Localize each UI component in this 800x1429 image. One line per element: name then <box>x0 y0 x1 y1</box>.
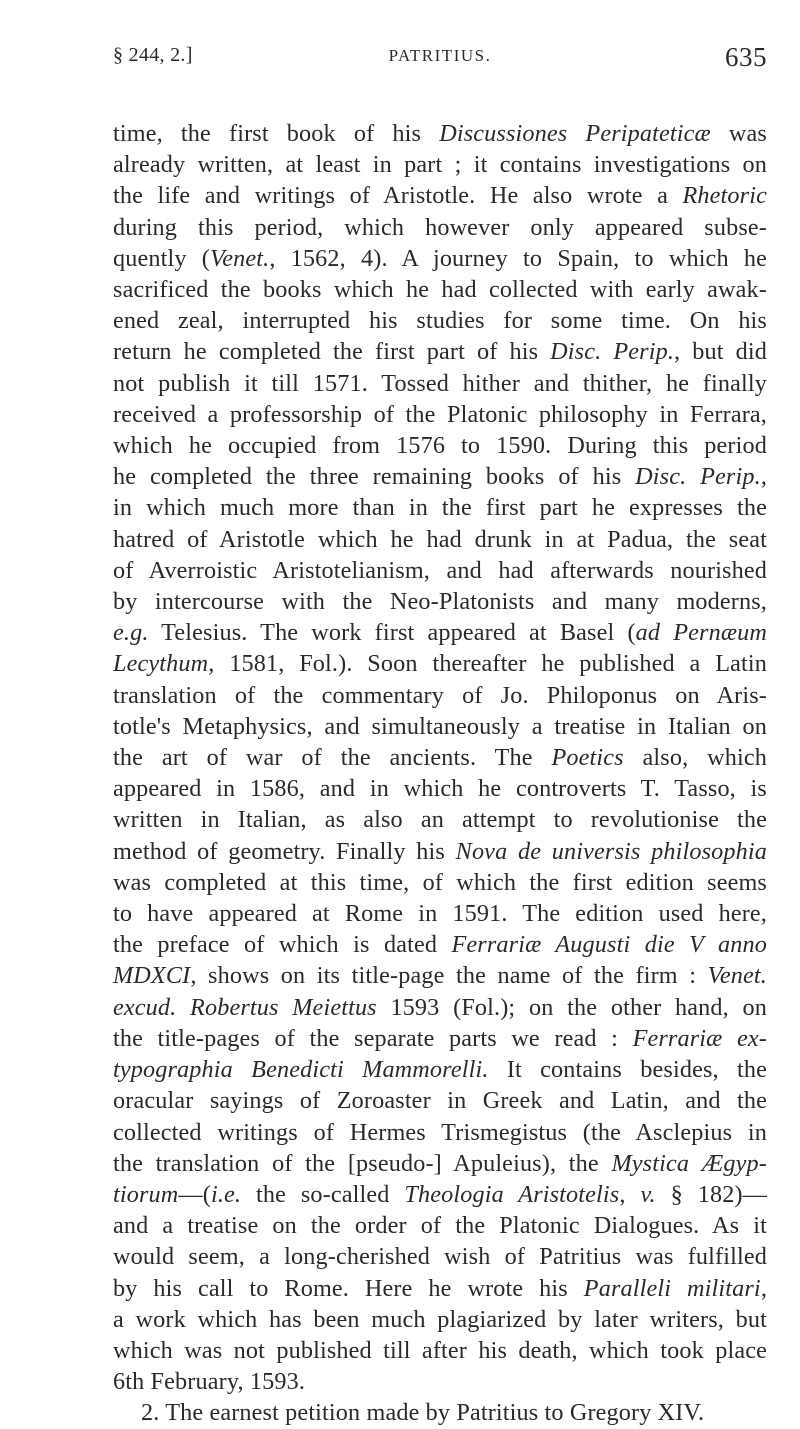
italic-text: Discussiones Peripateticæ <box>439 120 711 147</box>
text-line <box>113 118 767 149</box>
text-run: , <box>619 1180 641 1208</box>
text-line <box>113 867 767 898</box>
text-run: , but did <box>674 338 768 366</box>
text-run: the preface of which is dated <box>113 931 452 959</box>
italic-text: Theologia Aristotelis <box>404 1180 620 1208</box>
text-run: return he completed the first part of his <box>113 338 551 366</box>
text-run: oracular sayings of Zoroaster in Greek and Latin, and the <box>113 1087 767 1115</box>
text-line <box>113 1085 767 1116</box>
italic-text: Ferrariæ ex- <box>632 1024 767 1052</box>
text-line <box>113 305 767 336</box>
running-title: PATRITIUS. <box>388 46 492 65</box>
text-run: by intercourse with the Neo-Platonists and many moderns, <box>113 588 767 616</box>
italic-text: Disc. Perip. <box>550 338 675 366</box>
text-line <box>113 1366 767 1397</box>
italic-text: Venet. <box>209 244 270 272</box>
text-line <box>113 1335 767 1366</box>
text-line <box>113 399 767 430</box>
text-run: not publish it till 1571. Tossed hither and thither, he finally <box>113 369 767 397</box>
text-line <box>113 1273 767 1304</box>
text-run: Telesius. The work first appeared at Basel ( <box>148 619 636 647</box>
text-run: a work which has been much plagiarized by later writers, but <box>113 1305 767 1333</box>
text-run: to have appeared at Rome in 1591. The edition used here, <box>113 900 767 928</box>
text-line <box>113 742 767 773</box>
text-run: quently ( <box>113 244 210 272</box>
text-line <box>113 1304 767 1335</box>
text-run: , <box>760 1274 768 1302</box>
body-text <box>113 118 767 1429</box>
italic-text: Lecythum <box>113 650 209 678</box>
italic-text: Rhetoric <box>682 182 767 210</box>
text-run: he completed the three remaining books of his <box>113 463 636 491</box>
text-line <box>113 492 767 523</box>
text-line <box>113 992 767 1023</box>
italic-text: e.g. <box>113 619 149 647</box>
text-line <box>113 680 767 711</box>
text-line <box>113 960 767 991</box>
text-line <box>113 711 767 742</box>
text-run: translation of the commentary of Jo. Philoponus on Aris- <box>113 681 767 709</box>
text-run: which he occupied from 1576 to 1590. During this period <box>113 432 767 460</box>
italic-text: Poetics <box>551 744 624 772</box>
italic-text: Ferrariæ Augusti die V anno <box>451 931 767 959</box>
text-line <box>113 1023 767 1054</box>
text-run: in which much more than in the first part he expresses the <box>113 494 767 522</box>
italic-text: Paralleli militari <box>583 1274 761 1302</box>
italic-text: ad Pernæum <box>635 619 767 647</box>
text-line <box>113 1054 767 1085</box>
text-run: the translation of the [pseudo-] Apuleius), the <box>113 1149 612 1177</box>
text-line <box>113 898 767 929</box>
running-header <box>113 44 767 74</box>
text-run: was completed at this time, of which the first edition seems <box>113 868 767 896</box>
text-line <box>113 1397 767 1428</box>
italic-text: tiorum <box>113 1180 179 1208</box>
text-line <box>113 1210 767 1241</box>
text-run: , <box>760 463 768 491</box>
text-line <box>113 212 767 243</box>
page-number: 635 <box>725 42 767 72</box>
italic-text: Mystica Ægyp- <box>611 1149 767 1177</box>
text-line <box>113 243 767 274</box>
italic-text: i.e. <box>210 1180 242 1208</box>
text-run: the title-pages of the separate parts we read : <box>113 1024 633 1052</box>
text-run: 1593 (Fol.); on the other hand, on <box>376 993 767 1021</box>
text-line <box>113 586 767 617</box>
text-run: time, the first book of his <box>113 120 440 147</box>
text-run: § 182)— <box>655 1180 767 1208</box>
text-run: collected writings of Hermes Trismegistus (the Asclepius in <box>113 1118 767 1146</box>
text-line <box>113 1148 767 1179</box>
section-reference: § 244, 2.] <box>113 44 193 66</box>
text-run: the art of war of the ancients. The <box>113 744 552 772</box>
text-run: the life and writings of Aristotle. He also wrote a <box>113 182 683 210</box>
text-run: received a professorship of the Platonic philosophy in Ferrara, <box>113 400 767 428</box>
text-run: the so-called <box>241 1180 405 1208</box>
text-line <box>113 836 767 867</box>
text-run: —( <box>178 1180 211 1208</box>
text-run: It contains besides, the <box>488 1056 767 1084</box>
text-run: was <box>710 120 767 147</box>
text-line <box>113 648 767 679</box>
text-line <box>113 149 767 180</box>
text-run: and a treatise on the order of the Platonic Dialogues. As it <box>113 1212 767 1240</box>
text-run: which was not published till after his death, which took place <box>113 1336 767 1364</box>
text-run: 2. The earnest petition made by Patritius to Gregory XIV. <box>141 1399 705 1427</box>
text-run: , 1581, Fol.). Soon thereafter he published a Latin <box>208 650 767 678</box>
text-run: written in Italian, as also an attempt to revolutionise the <box>113 806 767 834</box>
text-run: 6th February, 1593. <box>113 1368 306 1396</box>
text-run: during this period, which however only appeared subse- <box>113 213 767 241</box>
text-line <box>113 524 767 555</box>
text-run: method of geometry. Finally his <box>113 837 456 865</box>
italic-text: v. <box>640 1180 656 1208</box>
text-line <box>113 336 767 367</box>
text-run: totle's Metaphysics, and simultaneously a treatise in Italian on <box>113 712 767 740</box>
text-line <box>113 555 767 586</box>
text-line <box>113 804 767 835</box>
text-line <box>113 1241 767 1272</box>
text-line <box>113 617 767 648</box>
italic-text: excud. Robertus Meiettus <box>113 993 377 1021</box>
text-line <box>113 274 767 305</box>
text-run: sacrificed the books which he had collected with early awak- <box>113 276 767 304</box>
text-run: , shows on its title-page the name of the firm : <box>190 962 708 990</box>
italic-text: Nova de universis philosophia <box>455 837 767 865</box>
text-run: appeared in 1586, and in which he controverts T. Tasso, is <box>113 775 767 803</box>
text-line <box>113 368 767 399</box>
text-run: , 1562, 4). A journey to Spain, to which he <box>269 244 767 272</box>
text-line <box>113 430 767 461</box>
text-line <box>113 1179 767 1210</box>
italic-text: Disc. Perip. <box>635 463 761 491</box>
text-line <box>113 929 767 960</box>
text-run: ened zeal, interrupted his studies for some time. On his <box>113 307 767 335</box>
text-run: already written, at least in part ; it contains investigations on <box>113 151 767 179</box>
italic-text: Venet. <box>707 962 767 990</box>
italic-text: MDXCI <box>113 962 191 990</box>
text-line <box>113 461 767 492</box>
text-run: by his call to Rome. Here he wrote his <box>113 1274 584 1302</box>
text-run: would seem, a long-cherished wish of Patritius was fulfilled <box>113 1243 767 1271</box>
text-line <box>113 773 767 804</box>
text-run: also, which <box>623 744 767 772</box>
text-line <box>113 180 767 211</box>
text-run: of Averroistic Aristotelianism, and had afterwards nourished <box>113 556 767 584</box>
text-run: hatred of Aristotle which he had drunk in at Padua, the seat <box>113 525 767 553</box>
text-line <box>113 1117 767 1148</box>
italic-text: typographia Benedicti Mammorelli. <box>113 1056 489 1084</box>
